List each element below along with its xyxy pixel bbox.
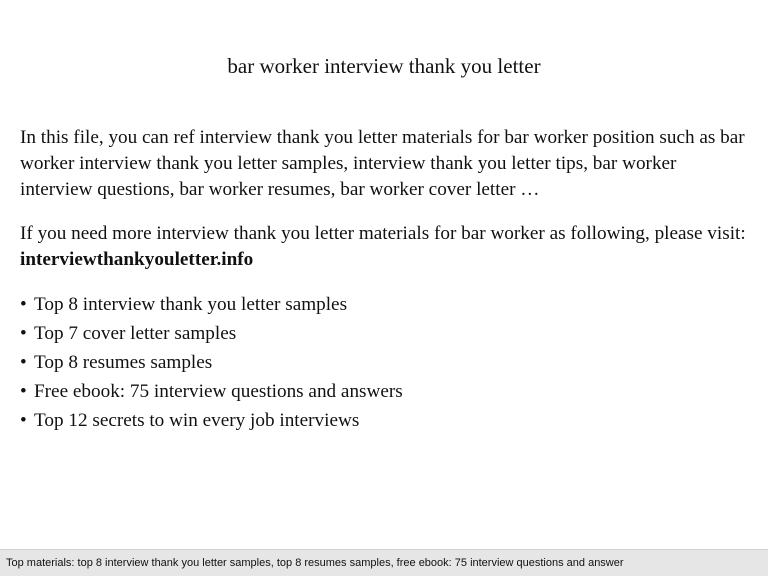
website-link[interactable]: interviewthankyouletter.info bbox=[20, 249, 254, 270]
bullet-icon: • bbox=[20, 323, 27, 344]
bullet-icon: • bbox=[20, 381, 27, 402]
list-item-text: Top 7 cover letter samples bbox=[34, 323, 237, 344]
list-item-text: Top 8 resumes samples bbox=[34, 352, 213, 373]
list-item bbox=[20, 290, 403, 319]
bullet-icon: • bbox=[20, 352, 27, 373]
bullet-icon: • bbox=[20, 294, 27, 315]
visit-text: If you need more interview thank you letter materials for bar worker as following, please visit: bbox=[20, 223, 746, 244]
visit-paragraph bbox=[20, 221, 750, 273]
list-item bbox=[20, 348, 403, 377]
list-item bbox=[20, 406, 403, 435]
list-item bbox=[20, 319, 403, 348]
bullet-icon: • bbox=[20, 410, 27, 431]
footer-bar bbox=[0, 549, 768, 576]
page-title: bar worker interview thank you letter bbox=[227, 54, 541, 78]
list-item bbox=[20, 377, 403, 406]
intro-paragraph: In this file, you can ref interview thank you letter materials for bar worker position such as bar worker interview thank you letter samples, interview thank you letter tips, bar worker interview questions, bar worker resumes, bar worker cover letter … bbox=[20, 127, 745, 200]
list-item-text: Top 12 secrets to win every job interviews bbox=[34, 410, 360, 431]
list-item-text: Top 8 interview thank you letter samples bbox=[34, 294, 348, 315]
list-item-text: Free ebook: 75 interview questions and answers bbox=[34, 381, 403, 402]
footer-text: Top materials: top 8 interview thank you letter samples, top 8 resumes samples, free ebook: 75 interview questions and answer bbox=[6, 557, 624, 569]
materials-list bbox=[20, 290, 403, 435]
